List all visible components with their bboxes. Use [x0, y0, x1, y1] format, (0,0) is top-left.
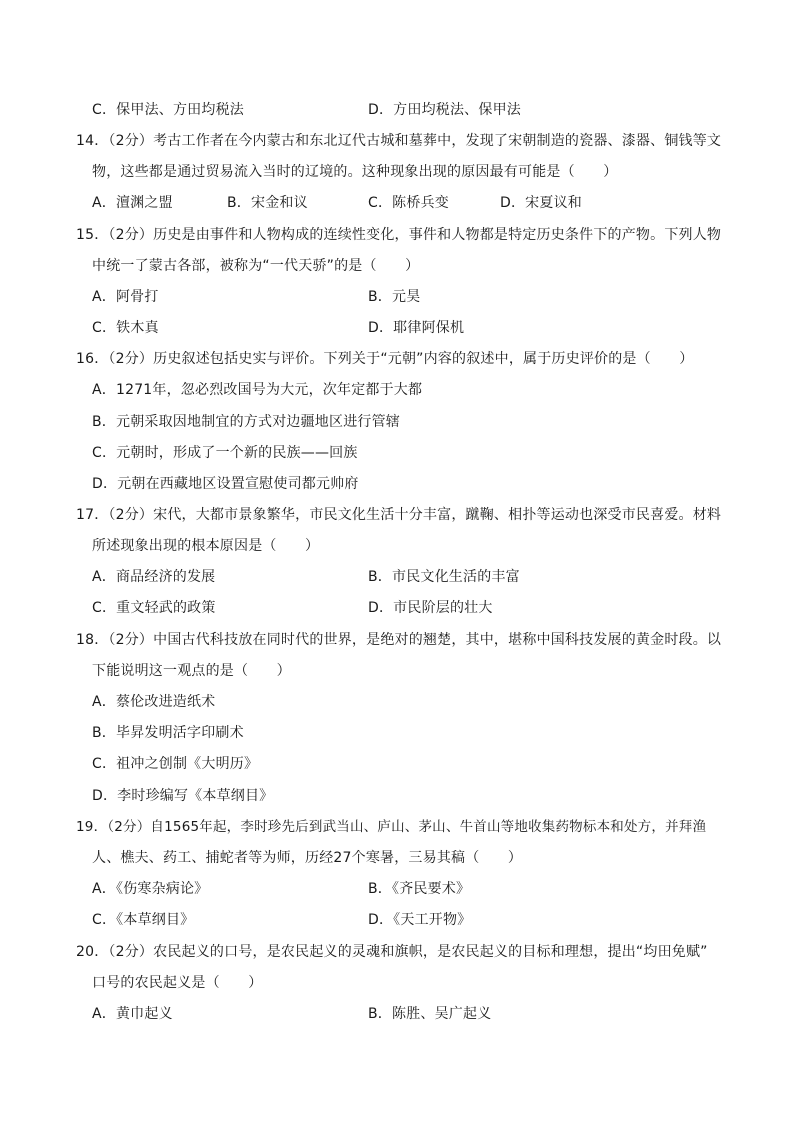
q18-option-a: A．蔡伦改进造纸术 [92, 694, 216, 710]
q18-option-b: B．毕昇发明活字印刷术 [92, 725, 244, 741]
q17-stem-line2: 所述现象出现的根本原因是（ ） [92, 538, 320, 554]
q14-option-b: B．宋金和议 [227, 195, 308, 211]
q19-option-c: C．《本草纲目》 [92, 912, 195, 928]
q19-option-b: B．《齐民要术》 [368, 881, 471, 897]
q14-stem-line1: 14．（2分）考古工作者在今内蒙古和东北辽代古城和墓葬中，发现了宋朝制造的瓷器、漆器、铜钱等文 [76, 133, 722, 149]
q15-option-c: C．铁木真 [92, 320, 159, 336]
q20-stem-line2: 口号的农民起义是（ ） [92, 975, 263, 991]
q17-stem-line1: 17．（2分）宋代，大都市景象繁华，市民文化生活十分丰富，蹴鞠、相扑等运动也深受市民喜爱。材料 [76, 507, 722, 523]
q17-option-c: C．重文轻武的政策 [92, 600, 216, 616]
q16-option-a: A．1271年，忽必烈改国号为大元，次年定都于大都 [92, 382, 423, 398]
q16-option-c: C．元朝时，形成了一个新的民族——回族 [92, 445, 358, 461]
q16-option-b: B．元朝采取因地制宜的方式对边疆地区进行管辖 [92, 414, 401, 430]
q19-stem-line2: 人、樵夫、药工、捕蛇者等为师，历经27个寒暑，三易其稿（ ） [92, 850, 523, 866]
q18-stem-line1: 18．（2分）中国古代科技放在同时代的世界，是绝对的翘楚，其中，堪称中国科技发展的黄金时段。以 [76, 632, 722, 648]
q17-option-b: B．市民文化生活的丰富 [368, 569, 520, 585]
q17-option-d: D．市民阶层的壮大 [368, 600, 493, 616]
q19-option-d: D．《天工开物》 [368, 912, 472, 928]
q13-option-d: D．方田均税法、保甲法 [368, 102, 521, 118]
q15-stem-line2: 中统一了蒙古各部，被称为“一代天骄”的是（ ） [92, 258, 420, 274]
q14-option-a: A．澶渊之盟 [92, 195, 173, 211]
q16-stem-line1: 16．（2分）历史叙述包括史实与评价。下列关于“元朝”内容的叙述中，属于历史评价的是（ ） [76, 351, 694, 367]
q16-option-d: D．元朝在西藏地区设置宣慰使司都元帅府 [92, 476, 359, 492]
q15-option-d: D．耶律阿保机 [368, 320, 465, 336]
q15-option-a: A．阿骨打 [92, 289, 159, 305]
q13-option-c: C．保甲法、方田均税法 [92, 102, 244, 118]
q19-stem-line1: 19．（2分）自1565年起，李时珍先后到武当山、庐山、茅山、牛首山等地收集药物标本和处方，并拜渔 [76, 819, 707, 835]
q15-stem-line1: 15．（2分）历史是由事件和人物构成的连续性变化，事件和人物都是特定历史条件下的产物。下列人物 [76, 227, 722, 243]
q18-option-d: D．李时珍编写《本草纲目》 [92, 788, 274, 804]
q14-option-c: C．陈桥兵变 [368, 195, 449, 211]
q18-stem-line2: 下能说明这一观点的是（ ） [92, 663, 291, 679]
q15-option-b: B．元昊 [368, 289, 421, 305]
q18-option-c: C．祖冲之创制《大明历》 [92, 756, 259, 772]
q17-option-a: A．商品经济的发展 [92, 569, 216, 585]
q19-option-a: A．《伤寒杂病论》 [92, 881, 209, 897]
q20-option-b: B．陈胜、吴广起义 [368, 1006, 492, 1022]
q20-stem-line1: 20．（2分）农民起义的口号，是农民起义的灵魂和旗帜，是农民起义的目标和理想，提出“均田免赋” [76, 944, 708, 960]
q14-stem-line2: 物，这些都是通过贸易流入当时的辽境的。这种现象出现的原因最有可能是（ ） [92, 164, 618, 180]
q14-option-d: D．宋夏议和 [500, 195, 582, 211]
q20-option-a: A．黄巾起义 [92, 1006, 173, 1022]
